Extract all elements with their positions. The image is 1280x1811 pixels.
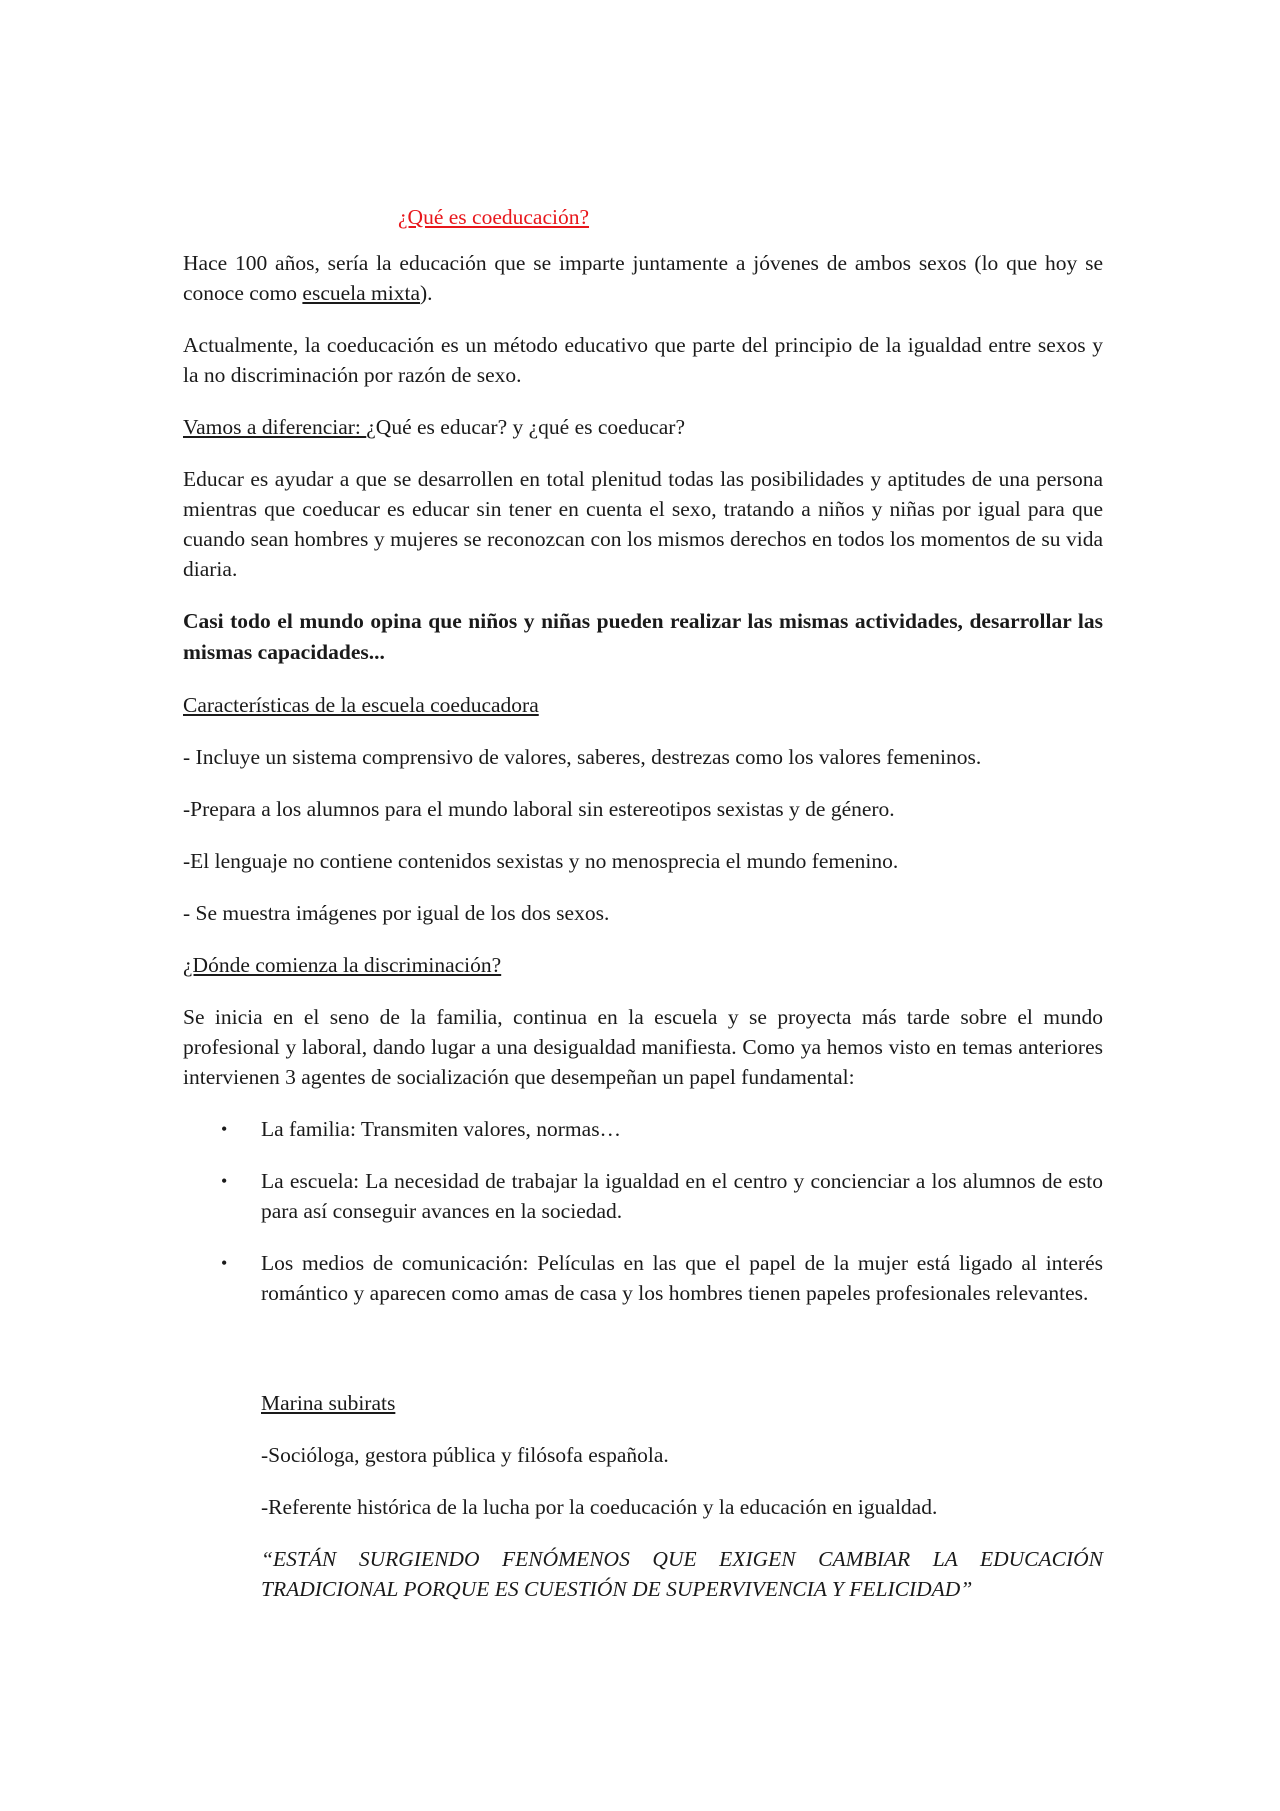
bio-quote: “ESTÁN SURGIENDO FENÓMENOS QUE EXIGEN CAMBIAR LA EDUCACIÓN TRADICIONAL PORQUE ES CUESTIÓN DE SUPERVIVENCIA Y FELICIDAD”	[261, 1547, 1103, 1601]
bullet-icon: •	[221, 1171, 228, 1191]
paragraph-bold-statement: Casi todo el mundo opina que niños y niñas pueden realizar las mismas actividades, desarrollar las mismas capacidades...	[183, 609, 1103, 664]
paragraph-text-end: ).	[420, 281, 433, 305]
feature-item: -El lenguaje no contiene contenidos sexistas y no menosprecia el mundo femenino.	[183, 849, 899, 873]
list-item-text: Los medios de comunicación: Películas en las que el papel de la mujer está ligado al interés romántico y aparecen como amas de casa y los hombres tienen papeles profesionales relevantes.	[261, 1251, 1103, 1305]
bio-line: -Referente histórica de la lucha por la coeducación y la educación en igualdad.	[261, 1495, 938, 1519]
paragraph-differentiate	[183, 412, 1103, 442]
bullet-icon: •	[221, 1119, 228, 1139]
feature-item: - Incluye un sistema comprensivo de valores, saberes, destrezas como los valores femeninos.	[183, 745, 982, 769]
list-item	[183, 1166, 1103, 1226]
document-title: ¿Qué es coeducación?	[398, 205, 590, 229]
bio-section	[261, 1388, 1103, 1604]
escuela-mixta-term: escuela mixta	[302, 281, 421, 305]
list-item-text: La escuela: La necesidad de trabajar la igualdad en el centro y concienciar a los alumnos de esto para así conseguir avances en la sociedad.	[261, 1169, 1103, 1223]
paragraph-text: Hace 100 años, sería la educación que se imparte juntamente a jóvenes de ambos sexos (lo que hoy se conoce como	[183, 251, 1103, 305]
bio-heading: Marina subirats	[261, 1391, 396, 1415]
differentiate-question: ¿Qué es educar? y ¿qué es coeducar?	[366, 415, 685, 439]
paragraph-discrimination: Se inicia en el seno de la familia, continua en la escuela y se proyecta más tarde sobre el mundo profesional y laboral, dando lugar a una desigualdad manifiesta. Como ya hemos visto en temas anteriores intervienen 3 agentes de socialización que desempeñan un papel fundamental:	[183, 1005, 1103, 1089]
bullet-icon: •	[221, 1253, 228, 1273]
list-item-text: La familia: Transmiten valores, normas…	[261, 1117, 622, 1141]
section-heading-characteristics: Características de la escuela coeducadora	[183, 693, 539, 717]
document-body	[183, 202, 1103, 1626]
paragraph-educate-vs-coeducate: Educar es ayudar a que se desarrollen en total plenitud todas las posibilidades y aptitudes de una persona mientras que coeducar es educar sin tener en cuenta el sexo, tratando a niños y niñas por igual para que cuando sean hombres y mujeres se reconozcan con los mismos derechos en todos los momentos de su vida diaria.	[183, 467, 1103, 581]
feature-item: -Prepara a los alumnos para el mundo laboral sin estereotipos sexistas y de género.	[183, 797, 895, 821]
socialization-agents-list	[183, 1114, 1103, 1308]
section-heading-discrimination: ¿Dónde comienza la discriminación?	[183, 953, 502, 977]
list-item	[183, 1248, 1103, 1308]
bio-line: -Socióloga, gestora pública y filósofa española.	[261, 1443, 669, 1467]
feature-item: - Se muestra imágenes por igual de los dos sexos.	[183, 901, 610, 925]
paragraph-definition-history	[183, 248, 1103, 308]
paragraph-definition-current: Actualmente, la coeducación es un método educativo que parte del principio de la igualdad entre sexos y la no discriminación por razón de sexo.	[183, 333, 1103, 387]
differentiate-label: Vamos a diferenciar:	[183, 415, 367, 439]
list-item	[183, 1114, 1103, 1144]
